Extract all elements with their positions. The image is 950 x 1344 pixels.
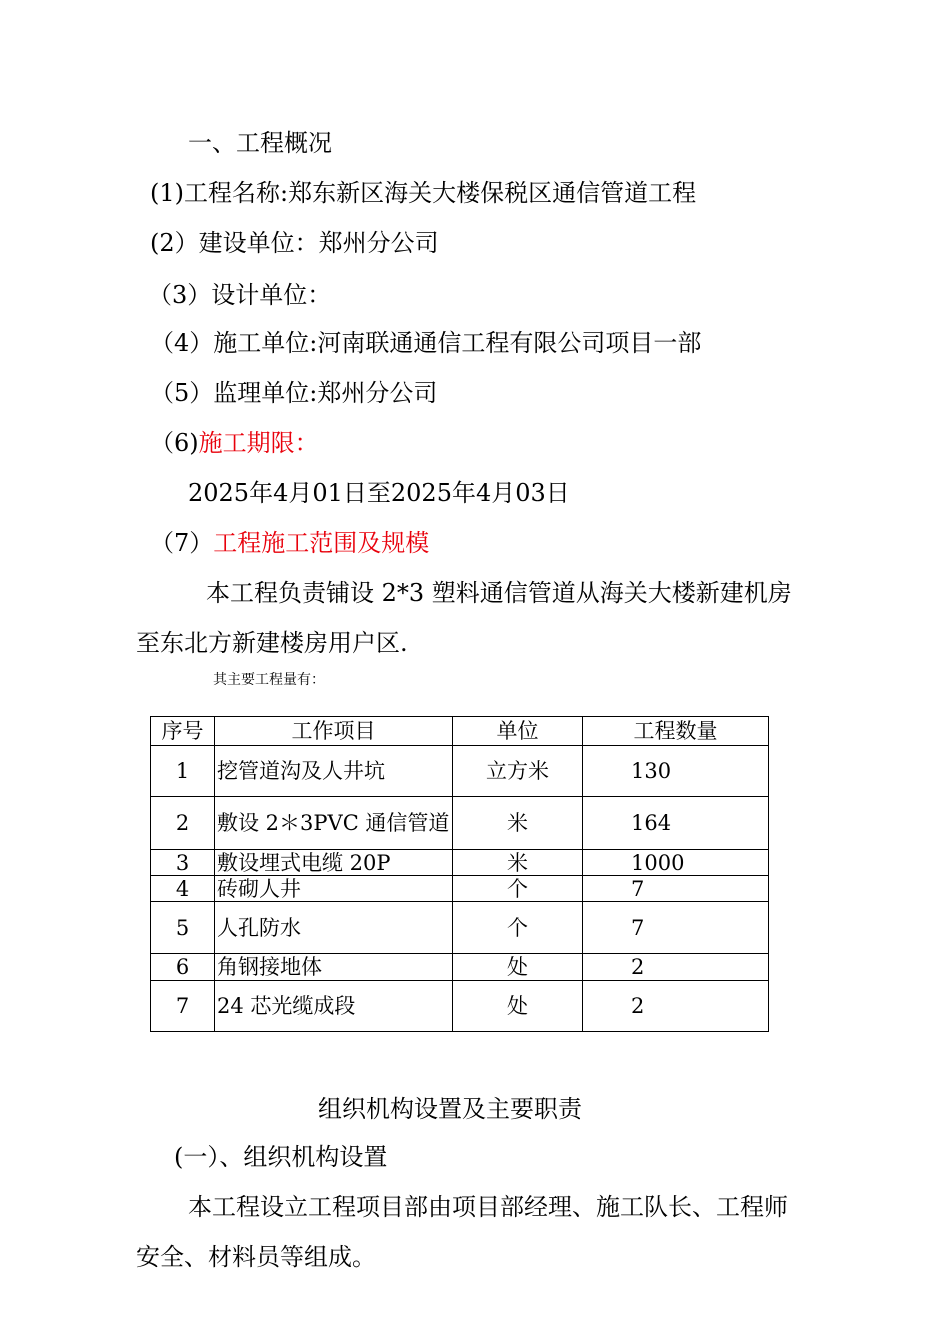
organization-para-line2: 安全、材料员等组成。 [136, 1243, 376, 1271]
cell-unit: 个 [453, 876, 583, 902]
table-row [151, 981, 769, 1032]
table-row [151, 902, 769, 954]
quantity-table [150, 716, 769, 1032]
cell-no: 7 [151, 981, 215, 1032]
scope-label: 工程施工范围及规模 [213, 529, 430, 557]
cell-no: 3 [151, 850, 215, 876]
cell-item: 砖砌人井 [215, 876, 453, 902]
header-qty: 工程数量 [583, 717, 769, 746]
header-item: 工作项目 [215, 717, 453, 746]
cell-item: 敷设埋式电缆 20P [215, 850, 453, 876]
cell-no: 6 [151, 954, 215, 981]
period-dates: 2025年4月01日至2025年4月03日 [188, 479, 570, 507]
cell-item: 敷设 2＊3PVC 通信管道 [215, 797, 453, 850]
cell-qty: 7 [583, 902, 769, 954]
table-row [151, 797, 769, 850]
cell-item: 人孔防水 [215, 902, 453, 954]
scope-text-line2: 至东北方新建楼房用户区. [136, 629, 408, 657]
scope-text-line1: 本工程负责铺设 2*3 塑料通信管道从海关大楼新建机房 [206, 579, 792, 607]
scope-prefix: （7） [150, 529, 214, 557]
cell-unit: 个 [453, 902, 583, 954]
organization-title: 组织机构设置及主要职责 [318, 1095, 582, 1123]
cell-no: 5 [151, 902, 215, 954]
header-no: 序号 [151, 717, 215, 746]
cell-unit: 米 [453, 850, 583, 876]
cell-no: 4 [151, 876, 215, 902]
table-header-row [151, 717, 769, 746]
cell-unit: 处 [453, 954, 583, 981]
cell-item: 角钢接地体 [215, 954, 453, 981]
cell-item: 24 芯光缆成段 [215, 981, 453, 1032]
table-row [151, 876, 769, 902]
cell-unit: 立方米 [453, 746, 583, 797]
cell-qty: 130 [583, 746, 769, 797]
cell-item: 挖管道沟及人井坑 [215, 746, 453, 797]
cell-unit: 米 [453, 797, 583, 850]
section-heading-overview: 一、工程概况 [188, 129, 332, 157]
table-row [151, 746, 769, 797]
header-unit: 单位 [453, 717, 583, 746]
supervisor-line: （5）监理单位:郑州分公司 [150, 379, 438, 407]
cell-qty: 7 [583, 876, 769, 902]
cell-qty: 2 [583, 954, 769, 981]
organization-subheading: (一）、组织机构设置 [174, 1143, 388, 1171]
table-caption: 其主要工程量有： [213, 672, 325, 688]
organization-para-line1: 本工程设立工程项目部由项目部经理、施工队长、工程师 [188, 1193, 788, 1221]
contractor-line: （4）施工单位:河南联通通信工程有限公司项目一部 [150, 329, 702, 357]
scope-label-line [150, 528, 429, 558]
construction-unit-line: (2）建设单位：郑州分公司 [150, 229, 439, 257]
cell-no: 1 [151, 746, 215, 797]
cell-qty: 2 [583, 981, 769, 1032]
period-prefix: （6) [150, 429, 199, 457]
table-row [151, 850, 769, 876]
cell-qty: 1000 [583, 850, 769, 876]
cell-qty: 164 [583, 797, 769, 850]
cell-no: 2 [151, 797, 215, 850]
design-unit-line: （3）设计单位： [148, 281, 332, 309]
period-label-line [150, 428, 319, 458]
table-row [151, 954, 769, 981]
project-name-line: (1)工程名称:郑东新区海关大楼保税区通信管道工程 [150, 179, 697, 207]
cell-unit: 处 [453, 981, 583, 1032]
period-label: 施工期限： [198, 429, 319, 457]
